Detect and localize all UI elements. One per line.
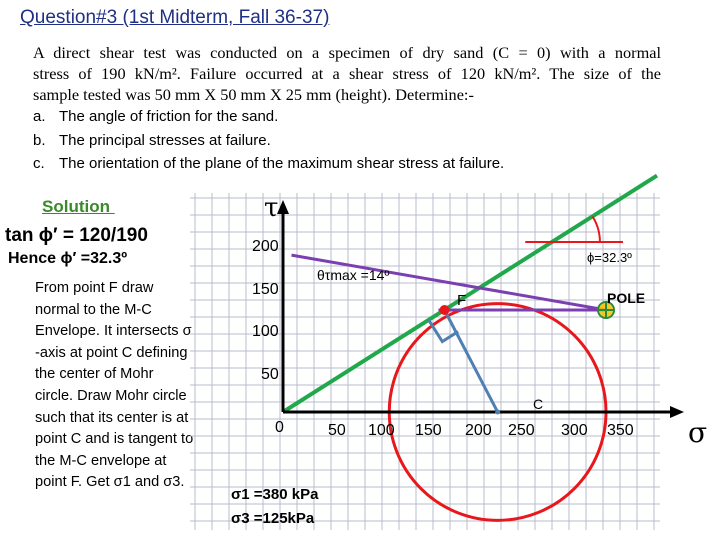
point-C-marker [495,410,500,415]
solution-line: -axis at point C defining [35,344,188,361]
point-C-label: C [533,396,544,412]
y-tick-label: 150 [252,281,279,298]
x-tick-label: 50 [328,422,346,439]
task-letter: b. [33,132,46,149]
task-text: The principal stresses at failure. [59,132,271,149]
phi-angle-arc [592,216,599,242]
x-tick-label: 250 [508,422,535,439]
page-title: Question#3 (1st Midterm, Fall 36-37) [20,7,330,28]
task-text: The angle of friction for the sand. [59,108,279,125]
y-tick-label: 100 [252,323,279,340]
x-tick-label: 0 [275,419,284,436]
solution-line: From point F draw [35,280,154,296]
phi-angle-label: ϕ=32.3º [587,250,632,265]
problem-line: stress of 190 kN/m². Failure occurred at a shear stress of 120 kN/m². The size of the [33,64,661,83]
tau-axis-label: τ [264,193,279,223]
point-F-marker [440,305,450,315]
task-letter: c. [33,155,45,172]
solution-line: circle. Draw Mohr circle [35,387,187,404]
sigma-axis-label: σ [688,416,708,449]
solution-line: Envelope. It intersects σ [35,323,192,340]
tau-axis-arrow [277,200,289,214]
axes [264,193,707,449]
solution-line: the center of Mohr [35,366,154,383]
tan-equation: tan ϕ′ = 120/190 [5,225,148,246]
x-tick-label: 350 [607,422,634,439]
x-tick-label: 200 [465,422,492,439]
task-letter: a. [33,108,46,125]
normal-line [445,310,498,412]
task-text: The orientation of the plane of the maximum shear stress at failure. [59,155,505,172]
solution-line: the M-C envelope at [35,452,167,469]
diagram-labels [231,250,645,527]
problem-line: sample tested was 50 mm X 50 mm X 25 mm (height). Determine:- [33,85,474,104]
point-F-label: F [457,292,467,309]
x-tick-label: 300 [561,422,588,439]
y-tick-label: 50 [261,366,279,383]
solution-heading: Solution [42,197,115,216]
solution-line: normal to the M-C [35,301,152,318]
solution-line: point F. Get σ1 and σ3. [35,474,185,491]
theta-max-label: θτmax =14º [317,267,390,283]
y-tick-label: 200 [252,238,279,255]
point-marks [440,301,616,415]
pole-label: POLE [607,290,646,306]
phi-result: Hence ϕ′ =32.3º [8,250,128,267]
solution-line: point C and is tangent to [35,431,194,448]
sigma1-result: σ1 =380 kPa [231,486,319,503]
x-tick-label: 100 [368,422,395,439]
x-tick-label: 150 [415,422,442,439]
solution-line: such that its center is at [35,409,189,426]
sigma3-result: σ3 =125kPa [231,510,315,527]
sigma-axis-arrow [670,406,684,418]
problem-line: A direct shear test was conducted on a specimen of dry sand (C = 0) with a normal [33,43,661,62]
